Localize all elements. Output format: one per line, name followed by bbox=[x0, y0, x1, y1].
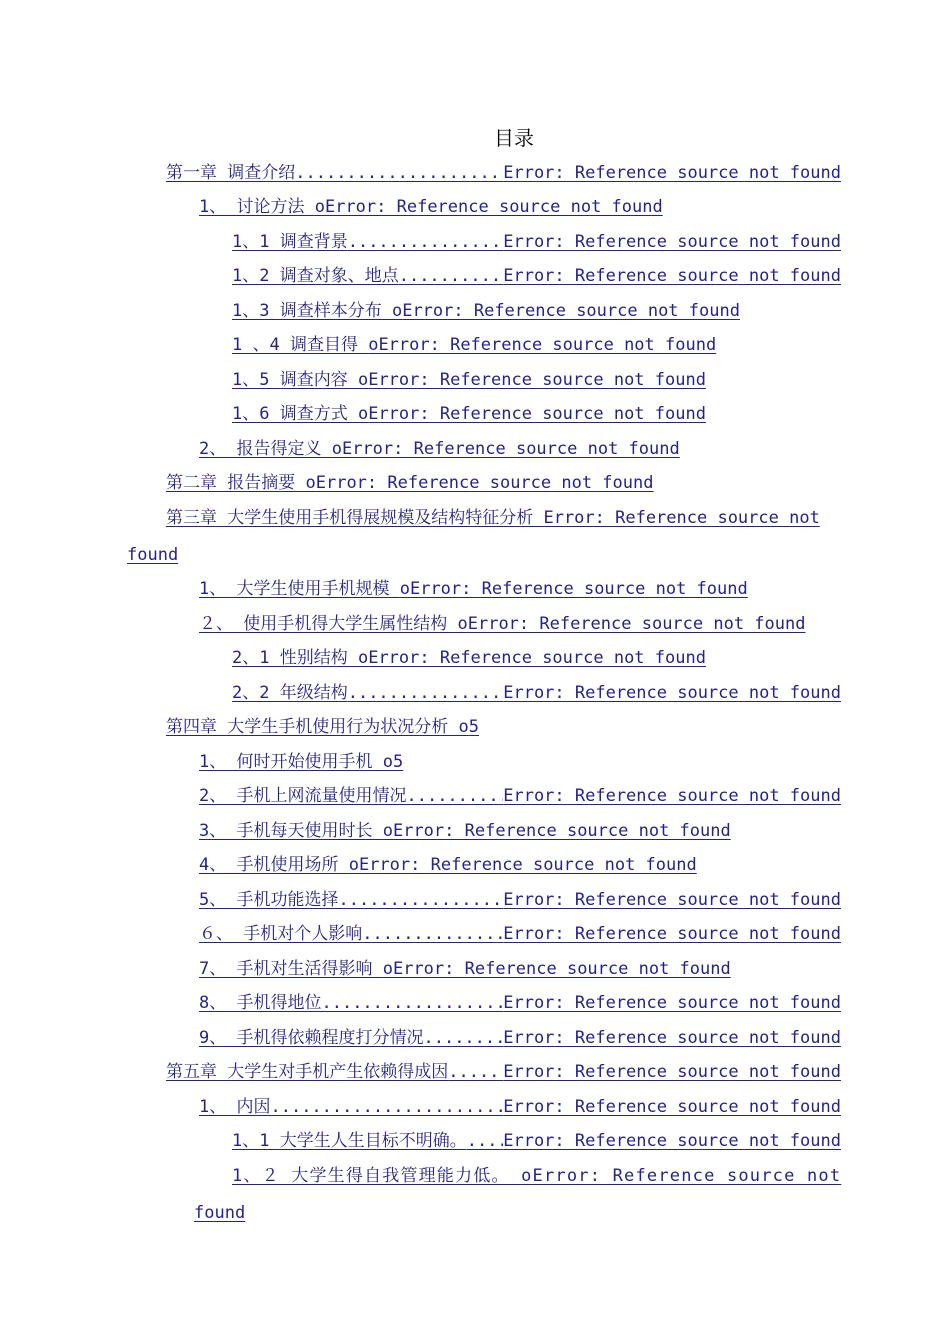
toc-entry-1-5[interactable]: 1、5 调查内容 oError: Reference source not found bbox=[232, 370, 706, 390]
toc-entry-4-9[interactable]: 9、 手机得依赖程度打分情况 ..... Error: Reference source not found bbox=[199, 1027, 841, 1049]
toc-entry-3-2[interactable]: ２、 使用手机得大学生属性结构 oError: Reference source not found bbox=[199, 614, 806, 634]
toc-entry-4-1[interactable]: 1、 何时开始使用手机 o5 bbox=[199, 752, 404, 772]
toc-entry-4-3[interactable]: 3、 手机每天使用时长 oError: Reference source not found bbox=[199, 821, 731, 841]
toc-entry-5-1[interactable]: 1、 内因 ..... Error: Reference source not found bbox=[199, 1096, 841, 1118]
toc-entry-4-8[interactable]: 8、 手机得地位 ..... Error: Reference source not found bbox=[199, 992, 841, 1014]
toc-entry-chapter-4[interactable]: 第四章 大学生手机使用行为状况分析 o5 bbox=[166, 717, 479, 737]
toc-entry-1-2[interactable]: 1、2 调查对象、地点 ..... Error: Reference source not found bbox=[232, 265, 841, 287]
toc-entry-2[interactable]: 2、 报告得定义 oError: Reference source not found bbox=[199, 439, 680, 459]
toc-entry-1-6[interactable]: 1、6 调查方式 oError: Reference source not found bbox=[232, 404, 706, 424]
toc-title: 目录 bbox=[494, 126, 534, 150]
toc-entry-5-1-2[interactable]: 1、２ 大学生得自我管理能力低。 oError: Reference source not bbox=[232, 1166, 842, 1186]
toc-entry-4-4[interactable]: 4、 手机使用场所 oError: Reference source not found bbox=[199, 855, 697, 875]
toc-entry-chapter-5[interactable]: 第五章 大学生对手机产生依赖得成因 ..... Error: Reference source not found bbox=[166, 1061, 841, 1083]
toc-entry-chapter-3-continuation[interactable]: found bbox=[127, 545, 179, 565]
toc-entry-chapter-1[interactable]: 第一章 调查介绍 ..... Error: Reference source not found bbox=[166, 162, 841, 184]
toc-entry-4-6[interactable]: ６、 手机对个人影响 ..... Error: Reference source not found bbox=[199, 923, 841, 945]
toc-entry-4-2[interactable]: 2、 手机上网流量使用情况 ..... Error: Reference source not found bbox=[199, 785, 841, 807]
toc-entry-5-1-2-continuation[interactable]: found bbox=[194, 1203, 246, 1223]
toc-entry-chapter-2[interactable]: 第二章 报告摘要 oError: Reference source not found bbox=[166, 473, 654, 493]
toc-entry-3-2-1[interactable]: 2、1 性别结构 oError: Reference source not found bbox=[232, 648, 706, 668]
toc-entry-5-1-1[interactable]: 1、1 大学生人生目标不明确。 ..... Error: Reference source not found bbox=[232, 1130, 841, 1152]
toc-entry-1[interactable]: 1、 讨论方法 oError: Reference source not found bbox=[199, 197, 663, 217]
toc-entry-1-1[interactable]: 1、1 调查背景 ..... Error: Reference source not found bbox=[232, 231, 841, 253]
toc-entry-3-1[interactable]: 1、 大学生使用手机规模 oError: Reference source not found bbox=[199, 579, 748, 599]
toc-entry-chapter-3[interactable]: 第三章 大学生使用手机得展规模及结构特征分析 Error: Reference source not bbox=[166, 508, 820, 528]
toc-entry-1-3[interactable]: 1、3 调查样本分布 oError: Reference source not found bbox=[232, 301, 740, 321]
toc-entry-3-2-2[interactable]: 2、2 年级结构 ..... Error: Reference source not found bbox=[232, 682, 841, 704]
toc-entry-4-5[interactable]: 5、 手机功能选择 ..... Error: Reference source not found bbox=[199, 889, 841, 911]
toc-entry-1-4[interactable]: 1 、4 调查目得 oError: Reference source not found bbox=[232, 335, 717, 355]
toc-entry-4-7[interactable]: 7、 手机对生活得影响 oError: Reference source not found bbox=[199, 959, 731, 979]
